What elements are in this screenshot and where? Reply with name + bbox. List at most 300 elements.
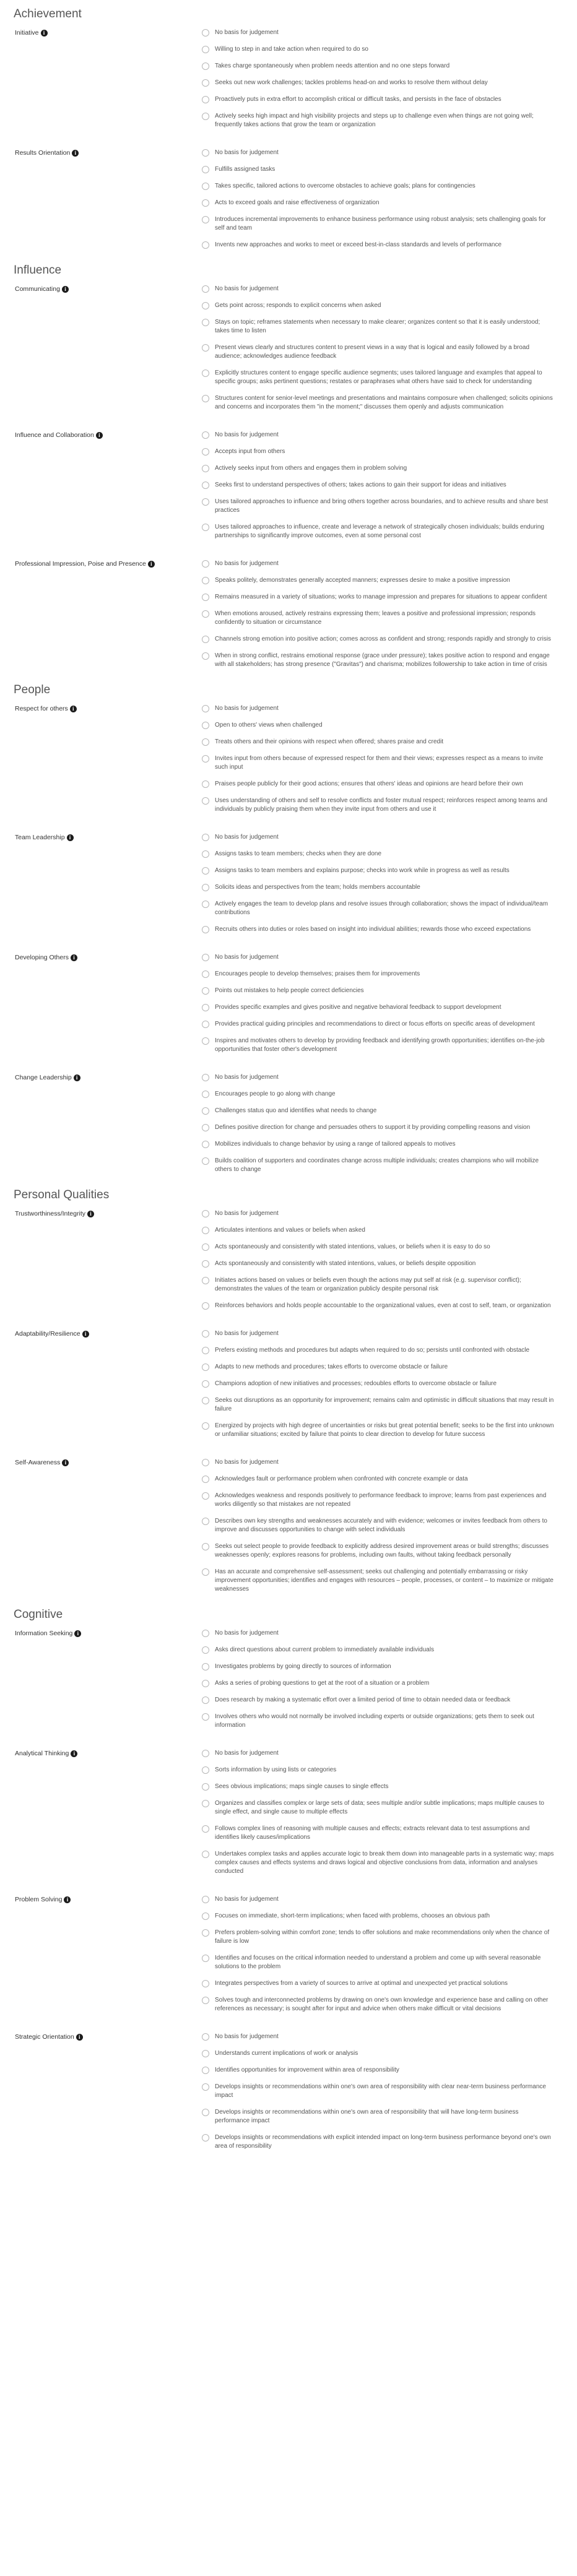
rating-option[interactable]: [202, 77, 555, 87]
rating-option[interactable]: [202, 882, 555, 892]
radio-button[interactable]: [202, 1397, 209, 1404]
rating-options: [202, 283, 555, 418]
competency-label-text: Self-Awareness: [15, 1459, 61, 1466]
rating-option-label: Prefers existing methods and procedures but adapts when required to do so; persists until confronted with obstacle: [215, 1347, 530, 1354]
rating-options: [202, 1072, 555, 1181]
radio-button[interactable]: [202, 96, 209, 103]
radio-button[interactable]: [202, 183, 209, 190]
competency-label: [0, 27, 202, 37]
radio-button[interactable]: [202, 370, 209, 377]
rating-option[interactable]: [202, 849, 555, 858]
rating-option[interactable]: [202, 1927, 555, 1946]
rating-option-label: Focuses on immediate, short-term implications; when faced with problems, chooses an obvious path: [215, 1913, 490, 1919]
rating-option-label: Encourages people to develop themselves; praises them for improvements: [215, 970, 420, 977]
radio-button[interactable]: [202, 1004, 209, 1011]
rating-option[interactable]: [202, 1661, 555, 1671]
rating-option[interactable]: [202, 1798, 555, 1817]
radio-button[interactable]: [202, 302, 209, 309]
radio-button[interactable]: [202, 241, 209, 249]
radio-button[interactable]: [202, 1783, 209, 1791]
rating-option[interactable]: [202, 27, 555, 37]
rating-option-label: Asks direct questions about current problem to immediately available individuals: [215, 1646, 435, 1653]
rating-option[interactable]: [202, 2065, 555, 2075]
radio-button[interactable]: [202, 722, 209, 729]
rating-option-label: Sorts information by using lists or categories: [215, 1766, 337, 1773]
rating-option[interactable]: [202, 496, 555, 515]
info-icon[interactable]: i: [67, 834, 74, 841]
rating-option[interactable]: [202, 181, 555, 191]
radio-button[interactable]: [202, 46, 209, 53]
radio-button[interactable]: [202, 1476, 209, 1483]
rating-option[interactable]: [202, 1457, 555, 1467]
radio-button[interactable]: [202, 2067, 209, 2074]
rating-option[interactable]: [202, 650, 555, 669]
rating-option-label: Gets point across; responds to explicit concerns when asked: [215, 302, 381, 309]
competency-professional-impression-poise-and-presence: [0, 558, 577, 676]
rating-option[interactable]: [202, 2107, 555, 2125]
section-personal-qualities: [0, 1181, 577, 1601]
rating-option[interactable]: [202, 214, 555, 233]
radio-button[interactable]: [202, 1766, 209, 1774]
rating-option-label: No basis for judgement: [215, 431, 279, 438]
rating-option-label: Proactively puts in extra effort to accomplish critical or difficult tasks, and persists in the face of obstacles: [215, 96, 501, 103]
rating-option-label: Reinforces behaviors and holds people accountable to the organizational values, even at cost to self, team, or organization: [215, 1302, 551, 1309]
rating-option-label: Seeks out new work challenges; tackles problems head-on and works to resolve them without delay: [215, 79, 488, 86]
rating-options: [202, 1628, 555, 1737]
radio-button[interactable]: [202, 834, 209, 841]
competency-label: [0, 703, 202, 712]
competency-initiative: [0, 27, 577, 136]
rating-options: [202, 1328, 555, 1446]
radio-button[interactable]: [202, 1997, 209, 2004]
radio-button[interactable]: [202, 1302, 209, 1310]
rating-option[interactable]: [202, 1395, 555, 1414]
rating-option[interactable]: [202, 1995, 555, 2013]
rating-options: [202, 952, 555, 1061]
radio-button[interactable]: [202, 482, 209, 489]
section-title: Influence: [14, 264, 62, 277]
radio-button[interactable]: [202, 850, 209, 858]
rating-option[interactable]: [202, 1139, 555, 1149]
rating-option-label: Channels strong emotion into positive action; comes across as confident and strong; responds rapidly and strongly to crisis: [215, 636, 552, 642]
rating-option[interactable]: [202, 779, 555, 789]
radio-button[interactable]: [202, 285, 209, 293]
rating-option[interactable]: [202, 1242, 555, 1251]
rating-option[interactable]: [202, 1765, 555, 1774]
rating-option[interactable]: [202, 592, 555, 602]
radio-button[interactable]: [202, 1492, 209, 1500]
rating-option[interactable]: [202, 1035, 555, 1054]
rating-option[interactable]: [202, 969, 555, 979]
rating-option[interactable]: [202, 1072, 555, 1082]
rating-option[interactable]: [202, 480, 555, 490]
competency-team-leadership: [0, 832, 577, 941]
radio-button[interactable]: [202, 738, 209, 746]
competency-influence-and-collaboration: [0, 430, 577, 547]
rating-option[interactable]: [202, 300, 555, 310]
radio-button[interactable]: [202, 594, 209, 601]
radio-button[interactable]: [202, 2134, 209, 2142]
rating-option-label: Solves tough and interconnected problems by drawing on one's own knowledge and experience base and calling on other references as necessary; is sought after for input and advice when others make difficult or vital decisions: [215, 1997, 549, 2012]
section-cognitive: [0, 1601, 577, 2158]
rating-option-label: Seeks out disruptions as an opportunity for improvement; remains calm and optimistic in difficult situations that may result in failure: [215, 1397, 554, 1412]
rating-option[interactable]: [202, 703, 555, 713]
rating-option-label: Inspires and motivates others to develop by providing feedback and identifying growth opportunities; identifies on-the-job opportunities that foster other's development: [215, 1037, 545, 1053]
radio-button[interactable]: [202, 1955, 209, 1962]
radio-button[interactable]: [202, 577, 209, 584]
radio-button[interactable]: [202, 2109, 209, 2116]
info-icon[interactable]: i: [64, 1896, 71, 1903]
info-icon[interactable]: i: [72, 150, 79, 157]
rating-option[interactable]: [202, 952, 555, 962]
rating-option[interactable]: [202, 1420, 555, 1439]
rating-option[interactable]: [202, 1362, 555, 1372]
rating-option[interactable]: [202, 1275, 555, 1294]
rating-option[interactable]: [202, 283, 555, 293]
radio-button[interactable]: [202, 79, 209, 87]
rating-option-label: Builds coalition of supporters and coordinates change across multiple individuals; creates champions who will mobilize others to change: [215, 1157, 539, 1173]
info-icon[interactable]: i: [62, 1459, 69, 1466]
rating-option[interactable]: [202, 111, 555, 129]
radio-button[interactable]: [202, 1157, 209, 1165]
rating-option[interactable]: [202, 1225, 555, 1235]
radio-button[interactable]: [202, 1277, 209, 1284]
competency-label-text: Respect for others: [15, 705, 68, 712]
rating-options: [202, 147, 555, 256]
rating-option-label: No basis for judgement: [215, 149, 279, 156]
rating-option-label: Defines positive direction for change and persuades others to support it by providing compelling reasons and vision: [215, 1124, 531, 1131]
rating-option[interactable]: [202, 522, 555, 540]
radio-button[interactable]: [202, 1260, 209, 1268]
rating-option[interactable]: [202, 899, 555, 917]
radio-button[interactable]: [202, 2050, 209, 2057]
rating-option-label: Fulfills assigned tasks: [215, 166, 275, 173]
info-icon[interactable]: i: [70, 706, 77, 712]
rating-option[interactable]: [202, 1300, 555, 1310]
rating-option-label: No basis for judgement: [215, 954, 279, 961]
rating-option[interactable]: [202, 795, 555, 814]
radio-button[interactable]: [202, 29, 209, 37]
radio-button[interactable]: [202, 1074, 209, 1081]
section-title: Personal Qualities: [14, 1188, 110, 1201]
rating-option[interactable]: [202, 2132, 555, 2151]
radio-button[interactable]: [202, 926, 209, 933]
rating-option[interactable]: [202, 753, 555, 772]
info-icon[interactable]: i: [71, 1750, 77, 1757]
section-title: People: [14, 683, 51, 696]
rating-option-label: Assigns tasks to team members and explains purpose; checks into work while in progress as well as results: [215, 867, 510, 874]
competency-label-text: Team Leadership: [15, 834, 65, 841]
rating-option-label: Does research by making a systematic effort over a limited period of time to obtain needed data or feedback: [215, 1696, 511, 1703]
rating-options: [202, 558, 555, 676]
info-icon[interactable]: i: [82, 1331, 89, 1338]
rating-option[interactable]: [202, 1748, 555, 1758]
rating-option-label: Undertakes complex tasks and applies accurate logic to break them down into manageable parts in a systematic way; maps complex causes and effects systems and draws logical and objective conclusions from data, information and analyses conducted: [215, 1851, 554, 1875]
rating-option[interactable]: [202, 1953, 555, 1971]
rating-option[interactable]: [202, 61, 555, 71]
rating-option[interactable]: [202, 240, 555, 249]
section-title: Achievement: [14, 7, 82, 20]
rating-option[interactable]: [202, 832, 555, 842]
radio-button[interactable]: [202, 560, 209, 568]
rating-option[interactable]: [202, 1156, 555, 1174]
radio-button[interactable]: [202, 1800, 209, 1807]
rating-option[interactable]: [202, 342, 555, 361]
radio-button[interactable]: [202, 652, 209, 660]
radio-button[interactable]: [202, 395, 209, 402]
rating-option-label: Explicitly structures content to engage specific audience segments; uses tailored language and examples that appeal to specific groups; asks pertinent questions; restates or paraphrases what others have said to check for understanding: [215, 370, 542, 385]
radio-button[interactable]: [202, 1037, 209, 1045]
radio-button[interactable]: [202, 987, 209, 995]
radio-button[interactable]: [202, 1980, 209, 1987]
radio-button[interactable]: [202, 797, 209, 805]
radio-button[interactable]: [202, 1021, 209, 1028]
radio-button[interactable]: [202, 1459, 209, 1466]
radio-button[interactable]: [202, 970, 209, 978]
radio-button[interactable]: [202, 498, 209, 506]
info-icon[interactable]: i: [96, 432, 103, 439]
radio-button[interactable]: [202, 1380, 209, 1388]
rating-option[interactable]: [202, 1628, 555, 1638]
rating-option[interactable]: [202, 164, 555, 174]
rating-option[interactable]: [202, 608, 555, 627]
competency-label-text: Influence and Collaboration: [15, 431, 94, 439]
radio-button[interactable]: [202, 867, 209, 875]
rating-option-label: Present views clearly and structures content to present views in a way that is logical and easily followed by a broad audience; acknowledges audience feedback: [215, 344, 530, 360]
rating-option[interactable]: [202, 317, 555, 335]
rating-option[interactable]: [202, 1258, 555, 1268]
competency-label-text: Trustworthiness/Integrity: [15, 1210, 85, 1217]
rating-option-label: Accepts input from others: [215, 448, 285, 455]
rating-option[interactable]: [202, 1328, 555, 1338]
rating-option[interactable]: [202, 1208, 555, 1218]
competency-respect-for-others: [0, 703, 577, 821]
info-icon[interactable]: i: [41, 30, 48, 37]
rating-option-label: Takes charge spontaneously when problem needs attention and no one steps forward: [215, 63, 450, 69]
info-icon[interactable]: i: [148, 561, 155, 568]
rating-option-label: Speaks politely, demonstrates generally accepted manners; expresses desire to make a positive impression: [215, 577, 510, 584]
radio-button[interactable]: [202, 705, 209, 712]
radio-button[interactable]: [202, 524, 209, 531]
rating-option[interactable]: [202, 924, 555, 934]
radio-button[interactable]: [202, 901, 209, 908]
rating-option-label: Seeks first to understand perspectives of others; takes actions to gain their support for ideas and initiatives: [215, 482, 506, 488]
rating-option-label: Has an accurate and comprehensive self-assessment; seeks out challenging and potentially embarrassing or risky improvement opportunities; identifies and engages with resources – people, processes, or content – to maximize or mitigate weaknesses: [215, 1568, 553, 1593]
competency-label: [0, 832, 202, 841]
rating-option-label: Identifies and focuses on the critical information needed to understand a problem and come up with several reasonable solutions to the problem: [215, 1955, 541, 1970]
radio-button[interactable]: [202, 954, 209, 961]
rating-option-label: Actively seeks input from others and engages them in problem solving: [215, 465, 407, 472]
rating-option[interactable]: [202, 1781, 555, 1791]
rating-option-label: Stays on topic; reframes statements when necessary to make clearer; organizes content so that it is easily understood; takes time to listen: [215, 319, 540, 334]
radio-button[interactable]: [202, 1663, 209, 1671]
radio-button[interactable]: [202, 344, 209, 352]
radio-button[interactable]: [202, 1210, 209, 1217]
radio-button[interactable]: [202, 319, 209, 326]
radio-button[interactable]: [202, 1091, 209, 1098]
rating-options: [202, 430, 555, 547]
radio-button[interactable]: [202, 149, 209, 157]
competency-label: [0, 1208, 202, 1217]
radio-button[interactable]: [202, 755, 209, 763]
rating-option-label: Describes own key strengths and weaknesses accurately and with evidence; welcomes or invites feedback from others to improve and discusses opportunities to change with select individuals: [215, 1518, 547, 1533]
radio-button[interactable]: [202, 610, 209, 618]
rating-option[interactable]: [202, 44, 555, 54]
rating-option[interactable]: [202, 737, 555, 746]
rating-option[interactable]: [202, 865, 555, 875]
competency-label: [0, 430, 202, 439]
radio-button[interactable]: [202, 63, 209, 70]
rating-option[interactable]: [202, 1911, 555, 1921]
radio-button[interactable]: [202, 1364, 209, 1371]
radio-button[interactable]: [202, 1896, 209, 1903]
rating-option[interactable]: [202, 985, 555, 995]
radio-button[interactable]: [202, 1929, 209, 1937]
rating-option-label: Uses understanding of others and self to resolve conflicts and foster mutual respect; reinforces respect among teams and individuals by publicly praising them when they invite input from others and use it: [215, 797, 547, 813]
rating-option[interactable]: [202, 720, 555, 730]
competency-label: [0, 1628, 202, 1637]
rating-option-label: Articulates intentions and values or beliefs when asked: [215, 1227, 365, 1234]
competency-label-text: Initiative: [15, 29, 39, 37]
rating-option[interactable]: [202, 430, 555, 439]
radio-button[interactable]: [202, 199, 209, 207]
radio-button[interactable]: [202, 1825, 209, 1833]
rating-option[interactable]: [202, 368, 555, 386]
radio-button[interactable]: [202, 1543, 209, 1550]
radio-button[interactable]: [202, 1696, 209, 1704]
radio-button[interactable]: [202, 1347, 209, 1354]
info-icon[interactable]: i: [62, 286, 69, 293]
competency-label-text: Strategic Orientation: [15, 2033, 74, 2041]
rating-option-label: Remains measured in a variety of situations; works to manage impression and prepares for situations to appear confident: [215, 594, 547, 600]
competency-label: [0, 283, 202, 293]
rating-option-label: Involves others who would not normally be involved including experts or outside organizations; gets them to seek out information: [215, 1713, 534, 1729]
radio-button[interactable]: [202, 1124, 209, 1131]
rating-options: [202, 1894, 555, 2020]
rating-option[interactable]: [202, 1978, 555, 1988]
rating-option[interactable]: [202, 1516, 555, 1534]
radio-button[interactable]: [202, 1330, 209, 1338]
rating-option[interactable]: [202, 634, 555, 644]
info-icon[interactable]: i: [76, 2034, 83, 2041]
radio-button[interactable]: [202, 1750, 209, 1757]
competency-label: [0, 2031, 202, 2041]
rating-option[interactable]: [202, 1541, 555, 1560]
rating-option[interactable]: [202, 1849, 555, 1876]
rating-option[interactable]: [202, 94, 555, 104]
rating-option[interactable]: [202, 1567, 555, 1594]
radio-button[interactable]: [202, 2033, 209, 2041]
competency-adaptability-resilience: [0, 1328, 577, 1446]
rating-option[interactable]: [202, 1002, 555, 1012]
competency-communicating: [0, 283, 577, 418]
radio-button[interactable]: [202, 113, 209, 120]
radio-button[interactable]: [202, 1851, 209, 1858]
rating-option[interactable]: [202, 463, 555, 473]
rating-option[interactable]: [202, 1474, 555, 1484]
radio-button[interactable]: [202, 636, 209, 643]
rating-option[interactable]: [202, 1711, 555, 1730]
section-people: [0, 676, 577, 1181]
rating-option[interactable]: [202, 147, 555, 157]
radio-button[interactable]: [202, 2083, 209, 2091]
radio-button[interactable]: [202, 780, 209, 788]
rating-option-label: Treats others and their opinions with respect when offered; shares praise and credit: [215, 738, 444, 745]
rating-option-label: Recruits others into duties or roles based on insight into individual abilities; rewards those who exceed expectations: [215, 926, 531, 933]
rating-option-label: Provides specific examples and gives positive and negative behavioral feedback to support development: [215, 1004, 501, 1011]
rating-option[interactable]: [202, 393, 555, 412]
radio-button[interactable]: [202, 1243, 209, 1251]
rating-option-label: Asks a series of probing questions to get at the root of a situation or a problem: [215, 1680, 430, 1687]
radio-button[interactable]: [202, 431, 209, 439]
rating-option[interactable]: [202, 1378, 555, 1388]
rating-option[interactable]: [202, 2048, 555, 2058]
radio-button[interactable]: [202, 1913, 209, 1920]
rating-option[interactable]: [202, 197, 555, 207]
rating-option[interactable]: [202, 1105, 555, 1115]
competency-label-text: Communicating: [15, 285, 60, 293]
rating-option[interactable]: [202, 1894, 555, 1904]
rating-option[interactable]: [202, 1695, 555, 1705]
rating-option[interactable]: [202, 2081, 555, 2100]
radio-button[interactable]: [202, 1630, 209, 1637]
rating-option[interactable]: [202, 1645, 555, 1654]
radio-button[interactable]: [202, 884, 209, 891]
info-icon[interactable]: i: [71, 954, 77, 961]
rating-option-label: Assigns tasks to team members; checks when they are done: [215, 850, 382, 857]
rating-option[interactable]: [202, 1823, 555, 1842]
rating-option-label: No basis for judgement: [215, 1210, 279, 1217]
info-icon[interactable]: i: [87, 1211, 94, 1217]
competency-label: [0, 1328, 202, 1338]
info-icon[interactable]: i: [74, 1630, 81, 1637]
competency-label: [0, 147, 202, 157]
rating-option[interactable]: [202, 1089, 555, 1099]
rating-option[interactable]: [202, 1678, 555, 1688]
rating-option[interactable]: [202, 2031, 555, 2041]
rating-option[interactable]: [202, 1490, 555, 1509]
radio-button[interactable]: [202, 1646, 209, 1654]
rating-option[interactable]: [202, 1122, 555, 1132]
rating-option[interactable]: [202, 558, 555, 568]
radio-button[interactable]: [202, 1141, 209, 1148]
info-icon[interactable]: i: [74, 1074, 80, 1081]
radio-button[interactable]: [202, 1422, 209, 1430]
radio-button[interactable]: [202, 1227, 209, 1234]
rating-option-label: Follows complex lines of reasoning with multiple causes and effects; extracts relevant data to test assumptions and identifies likely causes/implications: [215, 1825, 530, 1841]
radio-button[interactable]: [202, 1568, 209, 1576]
rating-option[interactable]: [202, 575, 555, 585]
rating-option-label: Encourages people to go along with change: [215, 1091, 336, 1097]
rating-option-label: Uses tailored approaches to influence, create and leverage a network of strategically chosen individuals; builds enduring partnerships to significantly improve outcomes, even at some personal cost: [215, 524, 544, 539]
rating-option[interactable]: [202, 446, 555, 456]
radio-button[interactable]: [202, 1107, 209, 1115]
radio-button[interactable]: [202, 216, 209, 223]
radio-button[interactable]: [202, 448, 209, 456]
competency-analytical-thinking: [0, 1748, 577, 1883]
radio-button[interactable]: [202, 1680, 209, 1687]
radio-button[interactable]: [202, 166, 209, 173]
rating-option[interactable]: [202, 1019, 555, 1029]
radio-button[interactable]: [202, 1518, 209, 1525]
radio-button[interactable]: [202, 465, 209, 472]
section-influence: [0, 256, 577, 676]
competency-trustworthiness-integrity: [0, 1208, 577, 1317]
rating-option-label: When emotions aroused, actively restrains expressing them; leaves a positive and professional impression; responds confidently to situation or circumstance: [215, 610, 536, 626]
rating-option[interactable]: [202, 1345, 555, 1355]
rating-option-label: Introduces incremental improvements to enhance business performance using robust analysis; sets challenging goals for self and team: [215, 216, 546, 231]
radio-button[interactable]: [202, 1713, 209, 1721]
